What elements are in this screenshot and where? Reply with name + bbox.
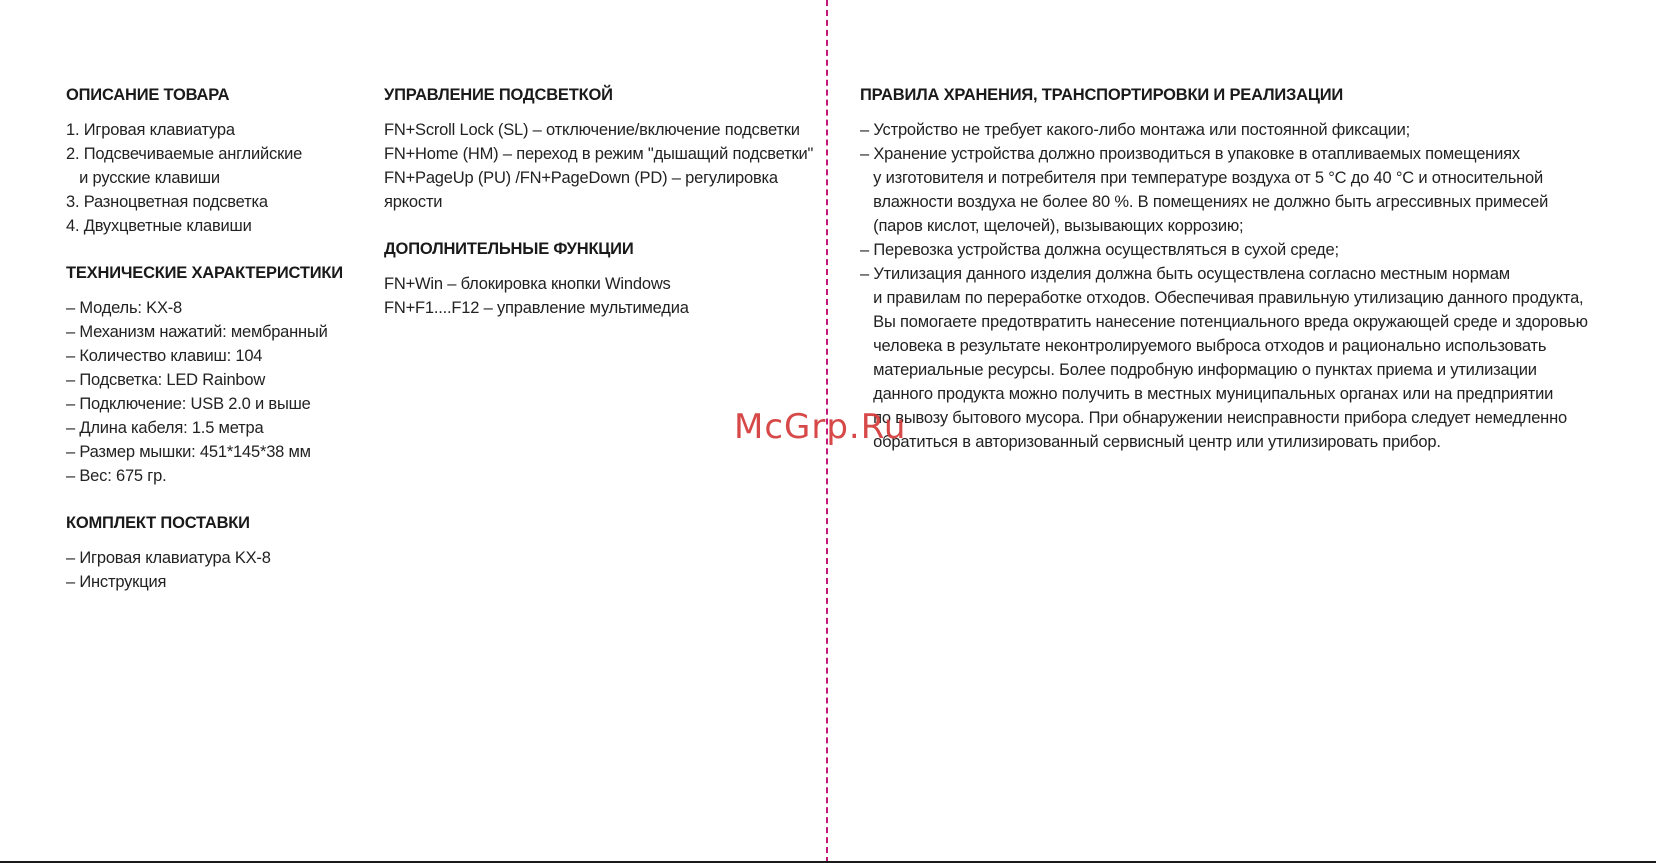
backlight-title: УПРАВЛЕНИЕ ПОДСВЕТКОЙ — [384, 86, 613, 104]
list-item: – Количество клавиш: 104 — [66, 347, 263, 365]
list-item: – Хранение устройства должно производиться в упаковке в отапливаемых помещениях — [860, 145, 1520, 163]
package-title: КОМПЛЕКТ ПОСТАВКИ — [66, 514, 250, 532]
list-item: обратиться в авторизованный сервисный центр или утилизировать прибор. — [860, 433, 1441, 451]
list-item: (паров кислот, щелочей), вызывающих коррозию; — [860, 217, 1244, 235]
list-item: – Подключение: USB 2.0 и выше — [66, 395, 311, 413]
list-item: – Вес: 675 гр. — [66, 467, 167, 485]
list-item: – Перевозка устройства должна осуществляться в сухой среде; — [860, 241, 1339, 259]
list-item: Вы помогаете предотвратить нанесение потенциального вреда окружающей среде и здоровью — [860, 313, 1588, 331]
list-item: – Инструкция — [66, 573, 167, 591]
specs-list — [66, 296, 366, 488]
watermark-text: McGrp.Ru — [734, 407, 907, 447]
description-title: ОПИСАНИЕ ТОВАРА — [66, 86, 230, 104]
middle-column — [384, 84, 824, 344]
list-item: – Длина кабеля: 1.5 метра — [66, 419, 264, 437]
list-item: 3. Разноцветная подсветка — [66, 193, 268, 211]
list-item: – Модель: KX-8 — [66, 299, 183, 317]
backlight-list — [384, 118, 824, 214]
list-item: – Механизм нажатий: мембранный — [66, 323, 328, 341]
list-item: яркости — [384, 193, 443, 211]
storage-rules-section — [860, 84, 1600, 454]
package-list — [66, 546, 366, 594]
list-item: FN+PageUp (PU) /FN+PageDown (PD) – регулировка — [384, 169, 778, 187]
left-column — [66, 84, 366, 618]
specs-section — [66, 262, 366, 488]
list-item: – Утилизация данного изделия должна быть осуществлена согласно местным нормам — [860, 265, 1510, 283]
list-item: 2. Подсвечиваемые английские — [66, 145, 303, 163]
list-item: данного продукта можно получить в местных муниципальных органах или на предприятии — [860, 385, 1554, 403]
list-item: у изготовителя и потребителя при температуре воздуха от 5 °С до 40 °С и относительной — [860, 169, 1544, 187]
description-section — [66, 84, 366, 238]
list-item: – Размер мышки: 451*145*38 мм — [66, 443, 311, 461]
list-item: – Устройство не требует какого-либо монтажа или постоянной фиксации; — [860, 121, 1411, 139]
extra-functions-title: ДОПОЛНИТЕЛЬНЫЕ ФУНКЦИИ — [384, 240, 634, 258]
list-item: по вывозу бытового мусора. При обнаружении неисправности прибора следует немедленно — [860, 409, 1567, 427]
storage-rules-title: ПРАВИЛА ХРАНЕНИЯ, ТРАНСПОРТИРОВКИ И РЕАЛИЗАЦИИ — [860, 86, 1344, 104]
list-item: – Игровая клавиатура KX-8 — [66, 549, 271, 567]
storage-rules-list — [860, 118, 1600, 454]
list-item: и русские клавиши — [66, 169, 220, 187]
specs-title: ТЕХНИЧЕСКИЕ ХАРАКТЕРИСТИКИ — [66, 264, 343, 282]
list-item: FN+Home (HM) – переход в режим "дышащий подсветки" — [384, 145, 814, 163]
list-item: влажности воздуха не более 80 %. В помещениях не должно быть агрессивных примесей — [860, 193, 1549, 211]
list-item: 1. Игровая клавиатура — [66, 121, 235, 139]
list-item: материальные ресурсы. Более подробную информацию о пунктах приема и утилизации — [860, 361, 1537, 379]
list-item: 4. Двухцветные клавиши — [66, 217, 252, 235]
extra-functions-list — [384, 272, 824, 320]
description-list — [66, 118, 366, 238]
list-item: человека в результате неконтролируемого выброса отходов и рационально использовать — [860, 337, 1547, 355]
package-section — [66, 512, 366, 594]
list-item: – Подсветка: LED Rainbow — [66, 371, 266, 389]
list-item: FN+Scroll Lock (SL) – отключение/включение подсветки — [384, 121, 800, 139]
list-item: FN+F1....F12 – управление мультимедиа — [384, 299, 689, 317]
backlight-section — [384, 84, 824, 214]
extra-functions-section — [384, 238, 824, 320]
list-item: и правилам по переработке отходов. Обеспечивая правильную утилизацию данного продукта, — [860, 289, 1584, 307]
list-item: FN+Win – блокировка кнопки Windows — [384, 275, 671, 293]
right-column — [860, 84, 1600, 478]
